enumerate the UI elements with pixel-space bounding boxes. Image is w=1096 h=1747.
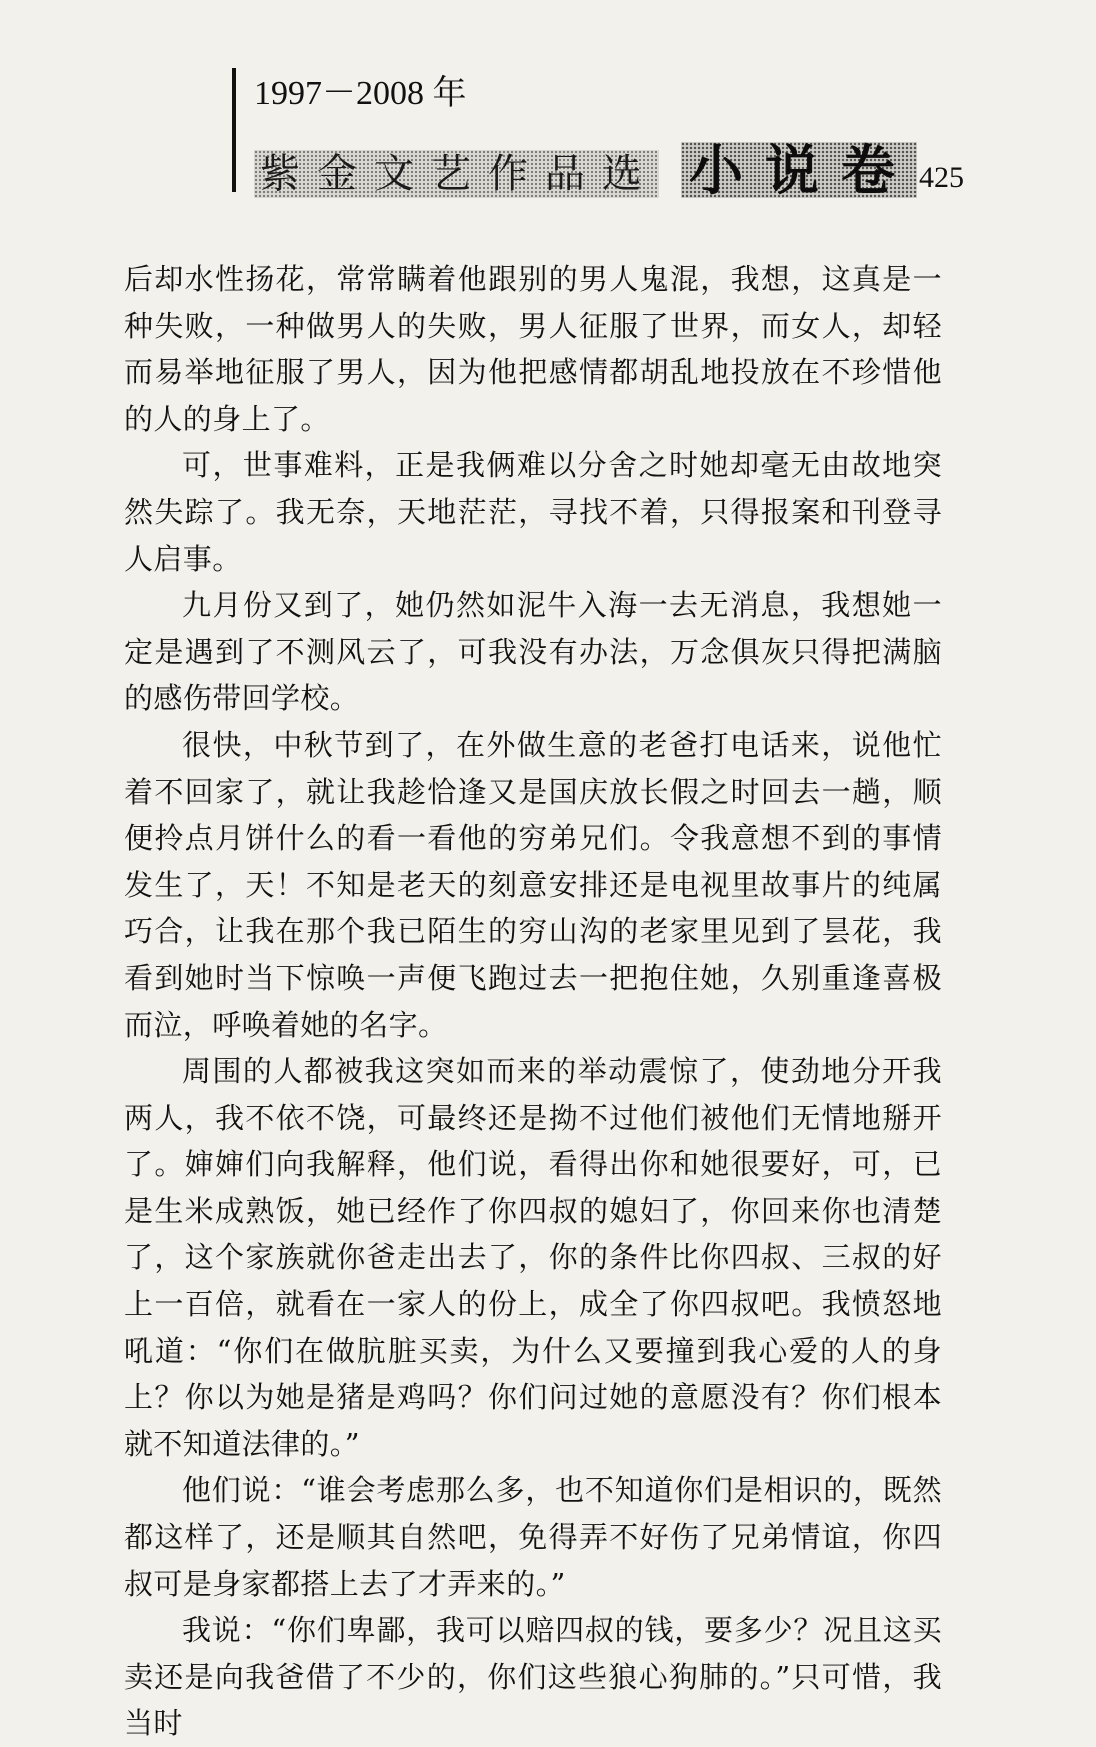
header-vertical-rule (232, 68, 236, 192)
volume-title: 小说卷 (681, 142, 917, 198)
paragraph-1: 后却水性扬花，常常瞒着他跟别的男人鬼混，我想，这真是一种失败，一种做男人的失败，男人征服了世界，而女人，却轻而易举地征服了男人，因为他把感情都胡乱地投放在不珍惜他的人的身上了。 (124, 262, 942, 436)
year-range: 1997－2008 年 (254, 75, 467, 112)
paragraph-7: 我说：“你们卑鄙，我可以赔四叔的钱，要多少？况且这买卖还是向我爸借了不少的，你们这些狼心狗肺的。”只可惜，我当时 (124, 1613, 942, 1741)
paragraph-3: 九月份又到了，她仍然如泥牛入海一去无消息，我想她一定是遇到了不测风云了，可我没有办法，万念俱灰只得把满脑的感伤带回学校。 (124, 588, 942, 716)
body-text (124, 256, 942, 1747)
page-number: 425 (919, 161, 964, 194)
page-header (232, 68, 964, 202)
paragraph-6: 他们说：“谁会考虑那么多，也不知道你们是相识的，既然都这样了，还是顺其自然吧，免得弄不好伤了兄弟情谊，你四叔可是身家都搭上去了才弄来的。” (124, 1473, 942, 1601)
paragraph-4: 很快，中秋节到了，在外做生意的老爸打电话来，说他忙着不回家了，就让我趁恰逢又是国庆放长假之时回去一趟，顺便拎点月饼什么的看一看他的穷弟兄们。令我意想不到的事情发生了，天！不知是老天的刻意安排还是电视里故事片的纯属巧合，让我在那个我已陌生的穷山沟的老家里见到了昙花，我看到她时当下惊唤一声便飞跑过去一把抱住她，久别重逢喜极而泣，呼唤着她的名字。 (124, 727, 942, 1042)
series-title: 紫金文艺作品选 (254, 150, 659, 198)
paragraph-2: 可，世事难料，正是我俩难以分舍之时她却毫无由故地突然失踪了。我无奈，天地茫茫，寻找不着，只得报案和刊登寻人启事。 (124, 448, 942, 576)
title-row (254, 138, 964, 202)
paragraph-5: 周围的人都被我这突如而来的举动震惊了，使劲地分开我两人，我不依不饶，可最终还是拗不过他们被他们无情地掰开了。婶婶们向我解释，他们说，看得出你和她很要好，可，已是生米成熟饭，她已经作了你四叔的媳妇了，你回来你也清楚了，这个家族就你爸走出去了，你的条件比你四叔、三叔的好上一百倍，就看在一家人的份上，成全了你四叔吧。我愤怒地吼道：“你们在做肮脏买卖，为什么又要撞到我心爱的人的身上？你以为她是猪是鸡吗？你们问过她的意愿没有？你们根本就不知道法律的。” (124, 1054, 942, 1461)
